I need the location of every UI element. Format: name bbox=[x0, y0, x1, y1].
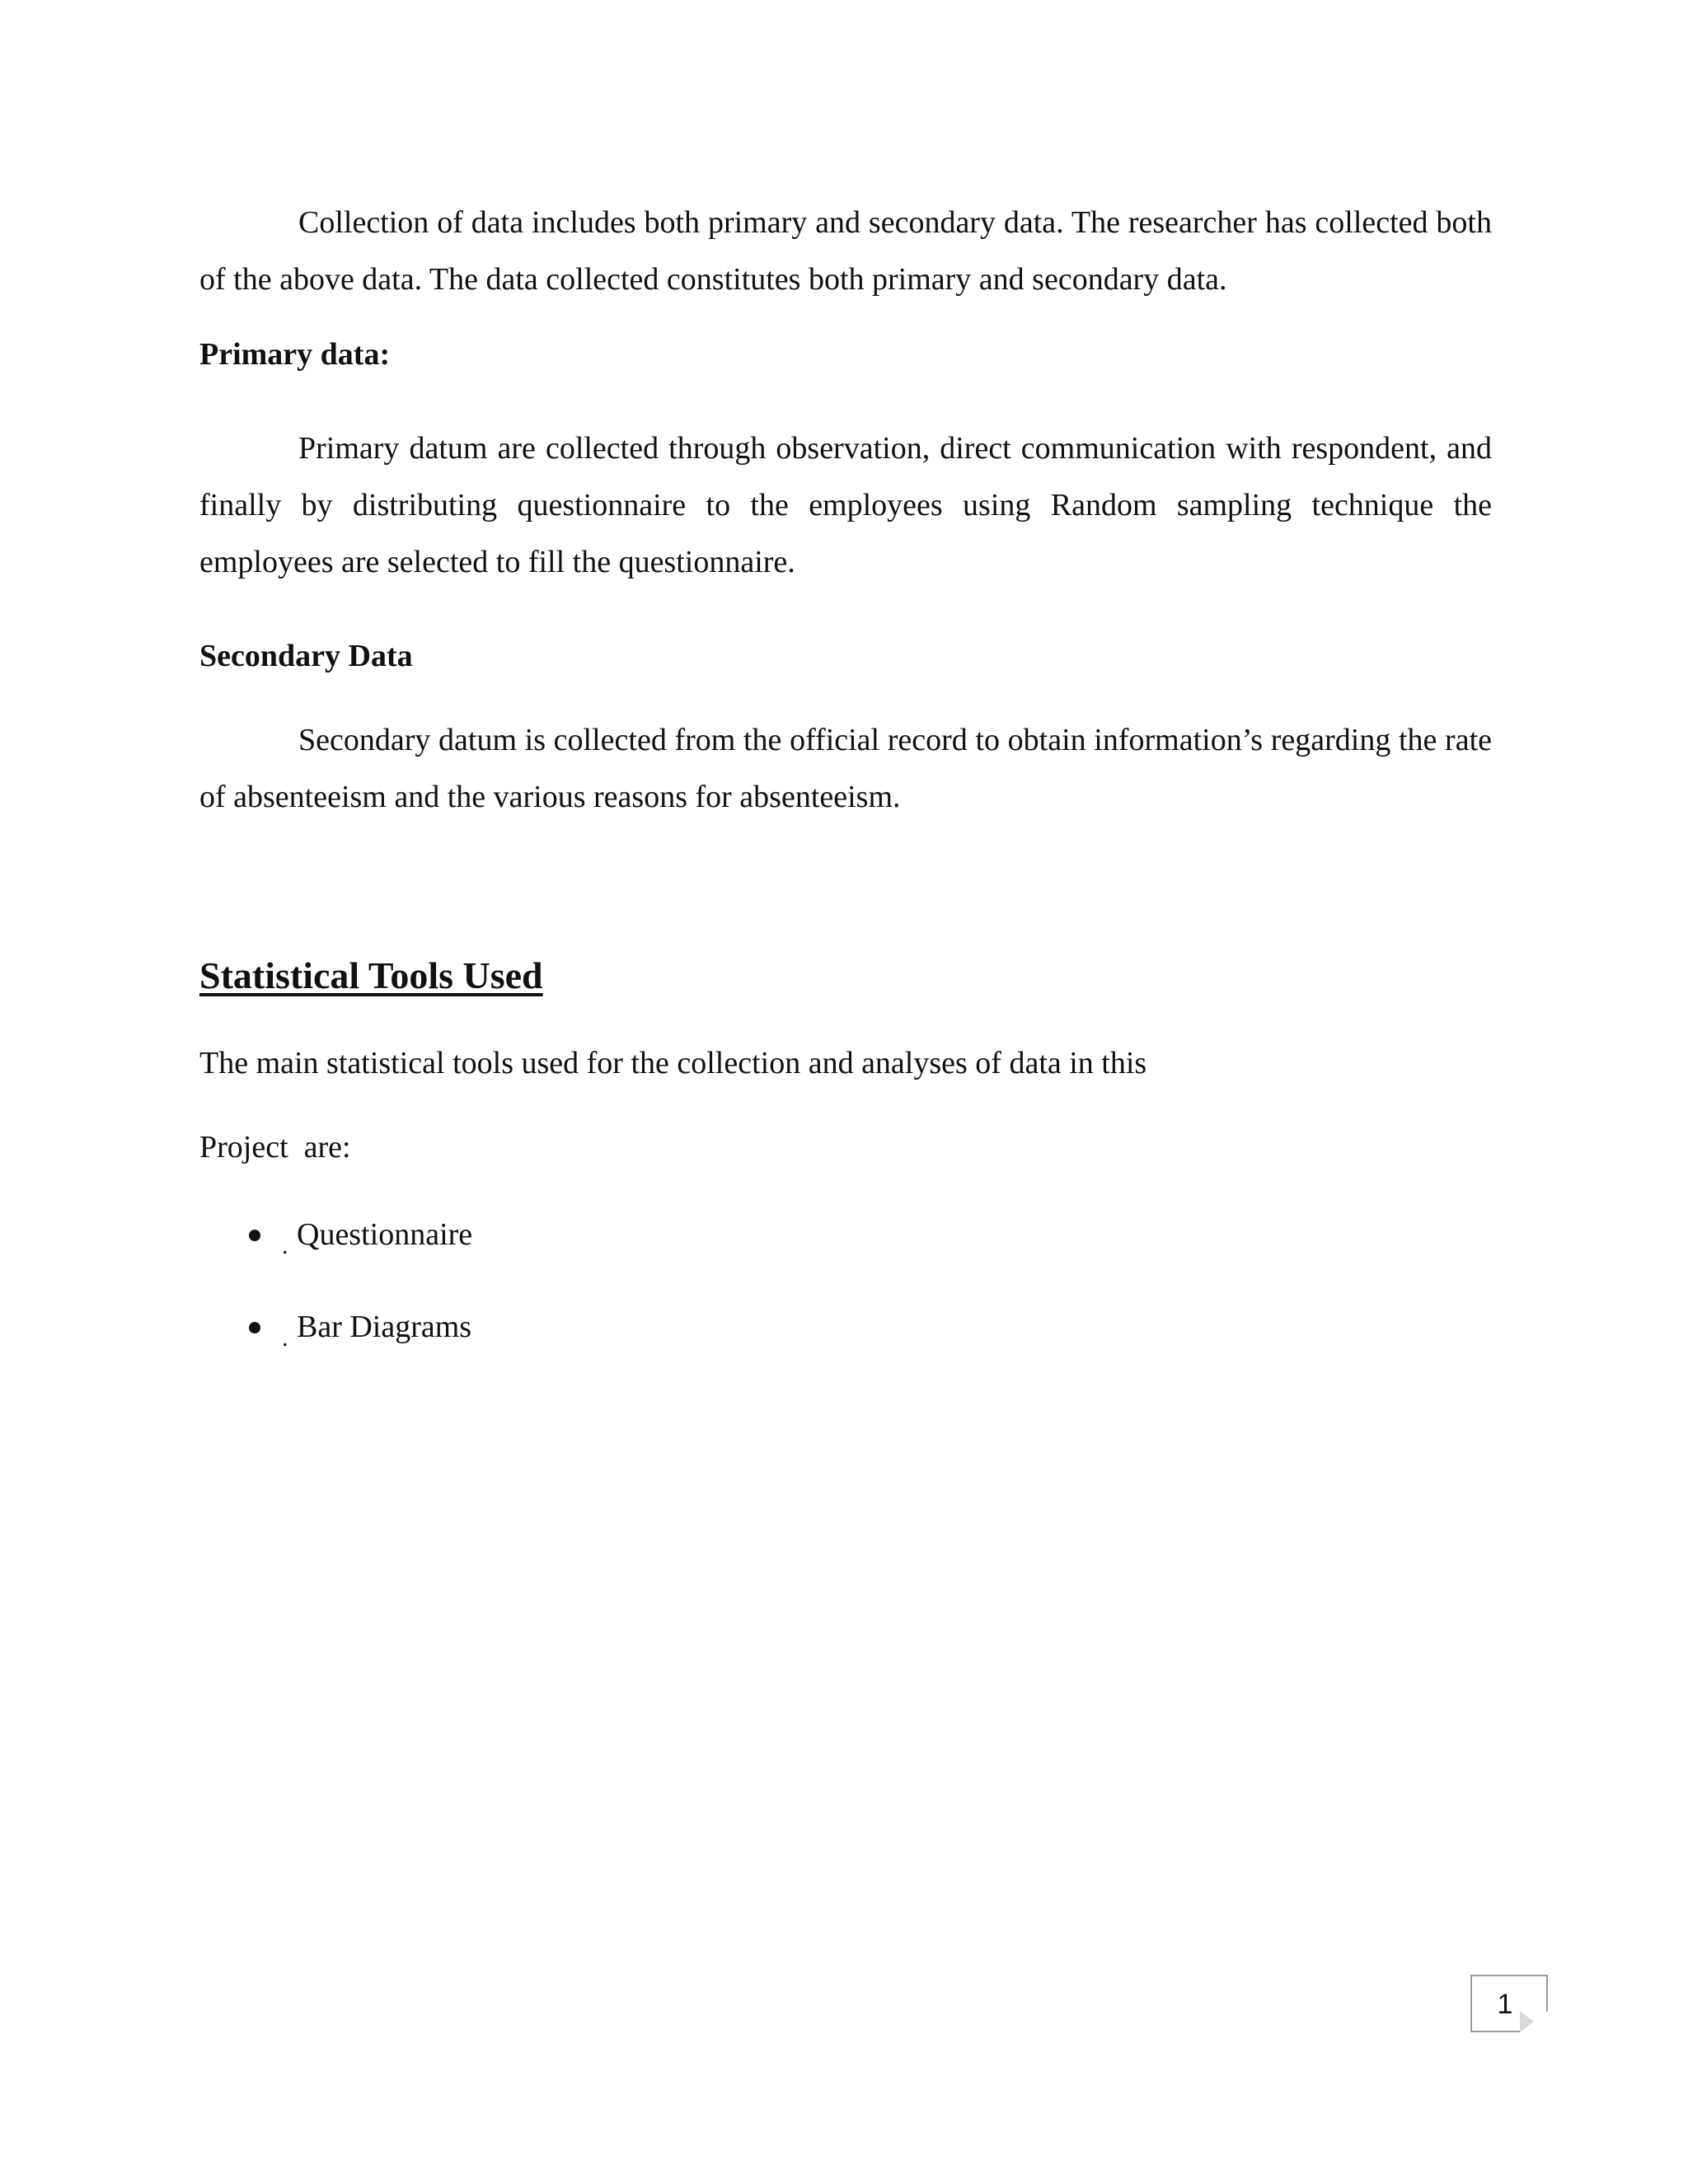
secondary-data-paragraph: Secondary datum is collected from the official record to obtain information’s regarding the rate of absenteeism and the various reasons for absenteeism. bbox=[199, 723, 1492, 814]
bullet-marker: . bbox=[282, 1324, 288, 1352]
page-curl-edge bbox=[1520, 2011, 1548, 2032]
statistical-tools-line-2: Project are: bbox=[199, 1130, 351, 1165]
list-item-label: Bar Diagrams bbox=[297, 1310, 472, 1344]
bullet-icon bbox=[249, 1322, 260, 1333]
intro-paragraph: Collection of data includes both primary and secondary data. The researcher has collected both of the above data. The data collected constitutes both primary and secondary data. bbox=[199, 205, 1492, 297]
bullet-marker: . bbox=[282, 1232, 288, 1259]
page-number: 1 bbox=[1497, 1989, 1513, 2020]
bullet-icon bbox=[249, 1230, 260, 1241]
primary-data-heading: Primary data: bbox=[199, 337, 391, 372]
statistical-tools-line-1: The main statistical tools used for the collection and analyses of data in this bbox=[199, 1046, 1147, 1080]
primary-data-paragraph: Primary datum are collected through observation, direct communication with respondent, and finally by distributing questionnaire to the employees using Random sampling technique the employees are selected to fill the questionnaire. bbox=[199, 431, 1492, 579]
list-item-label: Questionnaire bbox=[297, 1217, 473, 1252]
statistical-tools-title: Statistical Tools Used bbox=[199, 954, 543, 996]
page-number-badge bbox=[1470, 1975, 1548, 2032]
secondary-data-heading: Secondary Data bbox=[199, 639, 413, 673]
